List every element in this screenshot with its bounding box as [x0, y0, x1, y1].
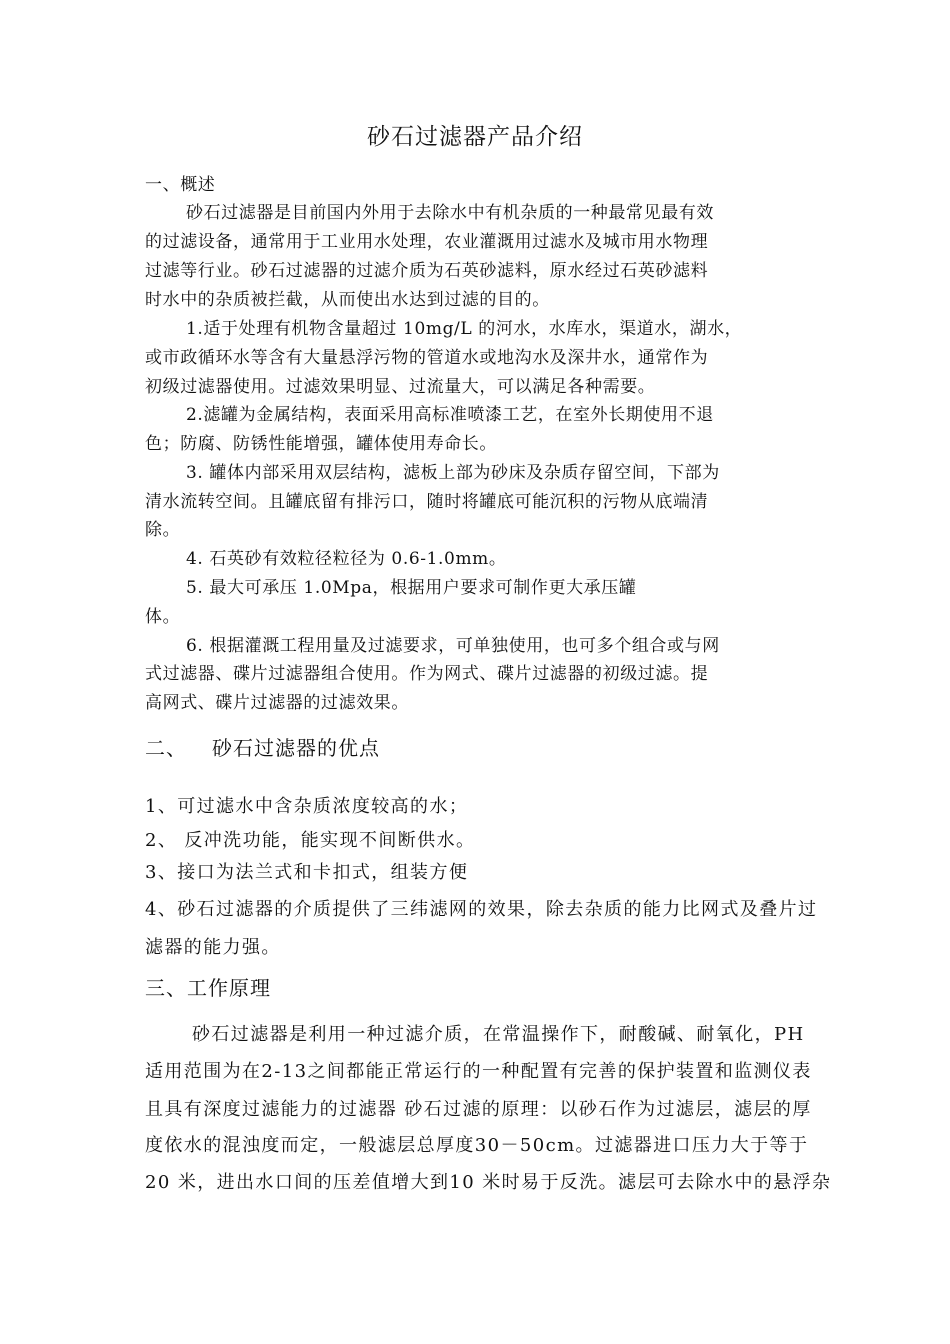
list-item: 4、砂石过滤器的介质提供了三纬滤网的效果，除去杂质的能力比网式及叠片过 — [145, 899, 818, 920]
list-item: 3、接口为法兰式和卡扣式，组装方便 — [145, 862, 469, 883]
paragraph-line: 砂石过滤器是利用一种过滤介质，在常温操作下，耐酸碱、耐氧化，PH — [192, 1024, 805, 1045]
list-item: 滤器的能力强。 — [145, 937, 281, 958]
section-heading: 砂石过滤器的优点 — [212, 736, 380, 760]
paragraph-line: 时水中的杂质被拦截，从而使出水达到过滤的目的。 — [145, 290, 550, 310]
paragraph-line: 过滤等行业。砂石过滤器的过滤介质为石英砂滤料，原水经过石英砂滤料 — [145, 261, 709, 281]
paragraph-line: 式过滤器、碟片过滤器组合使用。作为网式、碟片过滤器的初级过滤。提 — [145, 664, 709, 684]
paragraph-line: 且具有深度过滤能力的过滤器 砂石过滤的原理：以砂石作为过滤层，滤层的厚 — [145, 1099, 812, 1120]
paragraph-line: 1.适于处理有机物含量超过 10mg/L 的河水，水库水，渠道水，湖水， — [186, 319, 743, 339]
list-item: 1、可过滤水中含杂质浓度较高的水； — [145, 796, 469, 817]
paragraph-line: 适用范围为在2-13之间都能正常运行的一种配置有完善的保护装置和监测仪表 — [145, 1061, 812, 1082]
paragraph-line: 2.滤罐为金属结构，表面采用高标准喷漆工艺，在室外长期使用不退 — [186, 405, 714, 425]
section-heading-number: 二、 — [145, 736, 187, 760]
paragraph-line: 砂石过滤器是目前国内外用于去除水中有机杂质的一种最常见最有效 — [186, 203, 714, 223]
paragraph-line: 5. 最大可承压 1.0Mpa，根据用户要求可制作更大承压罐 — [186, 578, 637, 598]
paragraph-line: 4. 石英砂有效粒径粒径为 0.6-1.0mm。 — [186, 549, 507, 569]
paragraph-line: 20 米，进出水口间的压差值增大到10 米时易于反洗。滤层可去除水中的悬浮杂 — [145, 1172, 832, 1193]
paragraph-line: 体。 — [145, 607, 181, 627]
paragraph-line: 6. 根据灌溉工程用量及过滤要求，可单独使用，也可多个组合或与网 — [186, 636, 720, 656]
section-heading: 三、工作原理 — [145, 976, 271, 1000]
paragraph-line: 度依水的混浊度而定，一般滤层总厚度30－50cm。过滤器进口压力大于等于 — [145, 1135, 809, 1156]
paragraph-line: 或市政循环水等含有大量悬浮污物的管道水或地沟水及深井水，通常作为 — [145, 348, 709, 368]
list-item: 2、 反冲洗功能，能实现不间断供水。 — [145, 830, 476, 851]
paragraph-line: 的过滤设备，通常用于工业用水处理，农业灌溉用过滤水及城市用水物理 — [145, 232, 709, 252]
paragraph-line: 3. 罐体内部采用双层结构，滤板上部为砂床及杂质存留空间，下部为 — [186, 463, 720, 483]
paragraph-line: 清水流转空间。且罐底留有排污口，随时将罐底可能沉积的污物从底端清 — [145, 492, 709, 512]
paragraph-line: 除。 — [145, 520, 181, 540]
paragraph-line: 高网式、碟片过滤器的过滤效果。 — [145, 693, 409, 713]
document-title: 砂石过滤器产品介绍 — [367, 124, 583, 150]
paragraph-line: 初级过滤器使用。过滤效果明显、过流量大，可以满足各种需要。 — [145, 377, 656, 397]
paragraph-line: 色；防腐、防锈性能增强，罐体使用寿命长。 — [145, 434, 497, 454]
section-heading: 一、概述 — [145, 175, 216, 195]
